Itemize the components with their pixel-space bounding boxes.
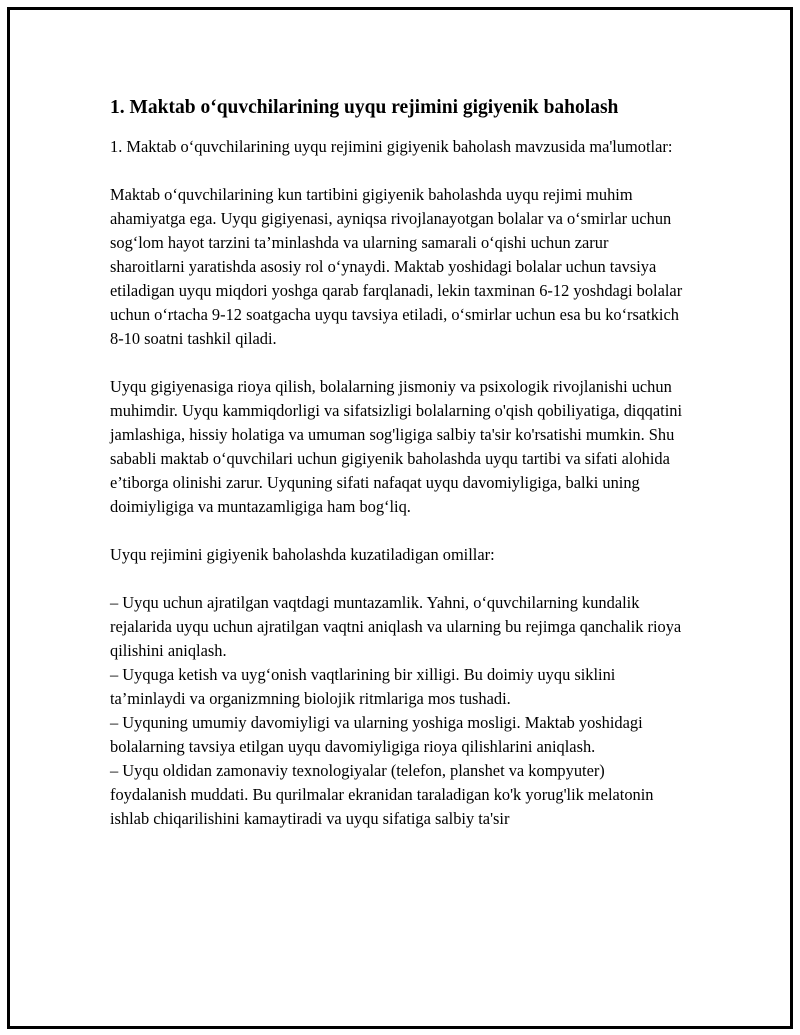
document-title: 1. Maktab o‘quvchilarining uyqu rejimini gigiyenik baholash (110, 97, 619, 118)
sleep-regime-paragraph: Maktab o‘quvchilarining kun tartibini gigiyenik baholashda uyqu rejimi muhim ahamiyatga ega. Uyqu gigiyenasi, ayniqsa rivojlanayotgan bolalar va o‘smirlar uchun sog‘lom hayot tarzini ta’minlashda va ularning samarali o‘qishi uchun zarur sharoitlarni yaratishda asosiy rol o‘ynaydi. Maktab yoshidagi bolalar uchun tavsiya etiladigan uyqu miqdori yoshga qarab farqlanadi, lekin taxminan 6-12 yoshdagi bolalar uchun o‘rtacha 9-12 soatgacha uyqu tavsiya etiladi, o‘smirlar uchun esa bu ko‘rsatkich 8-10 soatni tashkil qiladi. (110, 185, 683, 348)
document-body (110, 95, 685, 831)
list-item: – Uyqu uchun ajratilgan vaqtdagi muntazamlik. Yahni, o‘quvchilarning kundalik rejalarida uyqu uchun ajratilgan vaqtni aniqlash va ularning bu rejimga qanchalik rioya qilishini aniqlash. (110, 593, 682, 660)
list-item: – Uyquga ketish va uyg‘onish vaqtlarining bir xilligi. Bu doimiy uyqu siklini ta’minlaydi va organizmning biolojik ritmlariga mos tushadi. (110, 665, 616, 708)
list-item: – Uyqu oldidan zamonaviy texnologiyalar (telefon, planshet va kompyuter) foydalanish muddati. Bu qurilmalar ekranidan taraladigan ko'k yorug'lik melatonin ishlab chiqarilishini kamaytiradi va uyqu sifatiga salbiy ta'sir (110, 761, 654, 828)
intro-paragraph: 1. Maktab o‘quvchilarining uyqu rejimini gigiyenik baholash mavzusida ma'lumotlar: (110, 137, 673, 156)
sleep-hygiene-paragraph: Uyqu gigiyenasiga rioya qilish, bolalarning jismoniy va psixologik rivojlanishi uchun muhimdir. Uyqu kammiqdorligi va sifatsizligi bolalarning o'qish qobiliyatiga, diqqatini jamlashiga, hissiy holatiga va umuman sog'ligiga salbiy ta'sir ko'rsatishi mumkin. Shu sababli maktab o‘quvchilari uchun gigiyenik baholashda uyqu tartibi va sifati alohida e’tiborga olinishi zarur. Uyquning sifati nafaqat uyqu davomiyligiga, balki uning doimiyligiga va muntazamligiga ham bog‘liq. (110, 377, 683, 516)
factors-list (110, 591, 685, 831)
factors-heading-paragraph: Uyqu rejimini gigiyenik baholashda kuzatiladigan omillar: (110, 545, 495, 564)
list-item: – Uyquning umumiy davomiyligi va ularning yoshiga mosligi. Maktab yoshidagi bolalarning tavsiya etilgan uyqu davomiyligiga rioya qilishlarini aniqlash. (110, 713, 643, 756)
